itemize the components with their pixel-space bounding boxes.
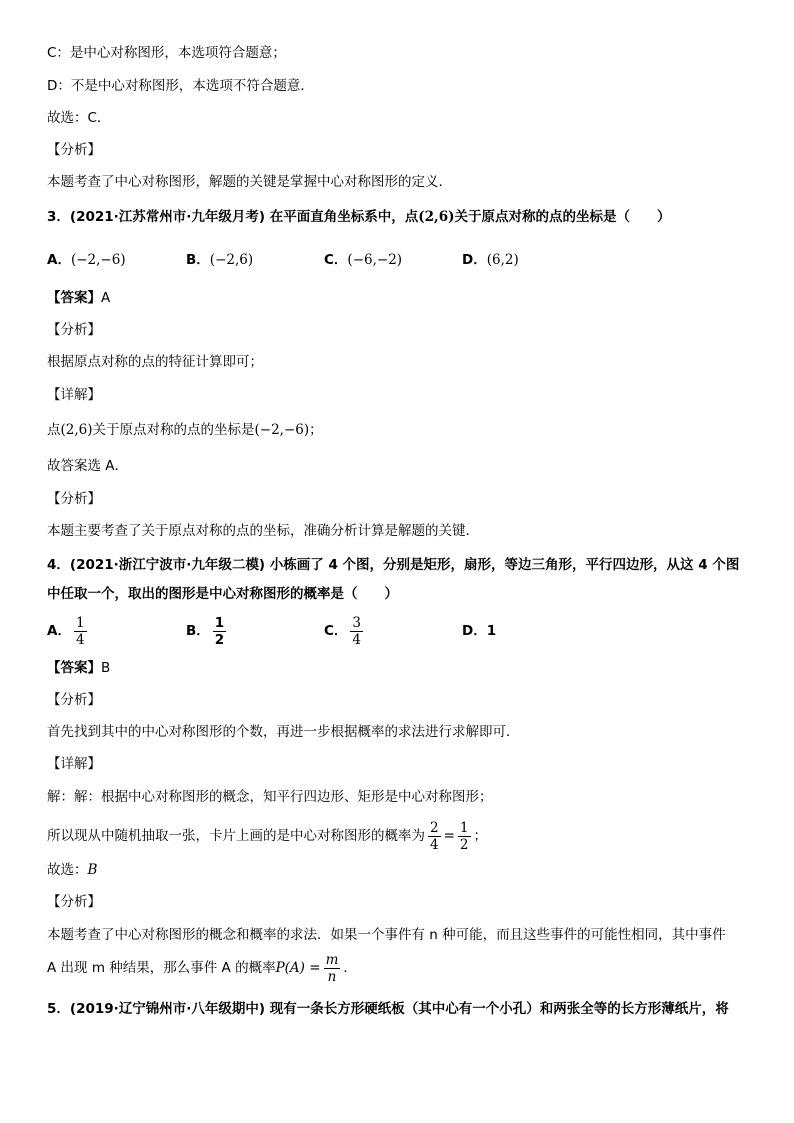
- text-span: ；: [309, 422, 323, 438]
- question-3-prefix: 3．(2021·江苏常州市·九年级月考) 在平面直角坐标系中，点: [47, 209, 419, 225]
- section-label: 【分析】: [47, 692, 101, 708]
- question-3-suffix: 关于原点对称的点的坐标是（ ）: [454, 209, 671, 225]
- option-letter: C．: [324, 252, 348, 268]
- section-label: 【分析】: [47, 894, 101, 910]
- section-label: 【分析】: [47, 322, 101, 338]
- answer-line: [47, 658, 110, 678]
- option-letter: B．: [186, 252, 210, 268]
- text-span: ．: [343, 960, 357, 976]
- fraction-numerator: 1: [214, 614, 225, 631]
- fraction-denominator: 2: [459, 836, 469, 853]
- option-value: (−2,−6): [70, 252, 126, 268]
- text-line: [47, 860, 97, 880]
- probability-formula: P(A) =: [275, 960, 321, 976]
- fraction-denominator: 4: [430, 836, 439, 853]
- fraction-numerator: m: [325, 951, 339, 968]
- fraction-numerator: 1: [459, 819, 469, 836]
- option-value: (−6,−2): [347, 252, 403, 268]
- question-4-stem-line1: 4．(2021·浙江宁波市·九年级二模) 小栋画了 4 个图，分别是矩形，扇形，等边三角形，平行四边形，从这 4 个图: [47, 557, 740, 573]
- answer-value: A: [101, 290, 111, 306]
- option-letter: A．: [47, 252, 71, 268]
- text-line: 本题考查了中心对称图形，解题的关键是掌握中心对称图形的定义．: [47, 174, 452, 190]
- fraction: [350, 615, 363, 648]
- text-span: 点: [47, 422, 61, 438]
- fraction-denominator: n: [327, 968, 337, 985]
- answer-label: 【答案】: [47, 290, 101, 306]
- fraction-numerator: 3: [352, 614, 362, 631]
- equals-sign: =: [443, 828, 455, 844]
- text-line: 本题考查了中心对称图形的概念和概率的求法．如果一个事件有 n 种可能，而且这些事件的可能性相同，其中事件: [47, 927, 726, 943]
- option-letter: D．: [462, 623, 487, 639]
- fraction: [213, 615, 226, 648]
- text-span: ；: [473, 828, 487, 844]
- text-line: 故答案选 A．: [47, 458, 129, 474]
- fraction: [324, 952, 341, 985]
- text-line: 故选：C．: [47, 110, 111, 126]
- text-span: 所以现从中随机抽取一张，卡片上画的是中心对称图形的概率为: [47, 828, 425, 844]
- option-value: (6,2): [486, 252, 519, 268]
- question-3-stem: [47, 207, 671, 227]
- option-value: 1: [486, 623, 497, 639]
- option-c: [324, 613, 366, 649]
- text-line: [47, 818, 487, 854]
- option-letter: A．: [47, 623, 71, 639]
- fraction-numerator: 2: [430, 819, 439, 836]
- option-d: [462, 613, 496, 649]
- question-4-stem-line2: 中任取一个，取出的图形是中心对称图形的概率是（ ）: [47, 586, 398, 602]
- option-letter: C．: [324, 623, 348, 639]
- option-b: [186, 613, 229, 649]
- section-label: 【详解】: [47, 756, 101, 772]
- option-d: [462, 250, 519, 270]
- option-a: [47, 613, 90, 649]
- answer-value: B: [101, 660, 111, 676]
- question-3-point: (2,6): [418, 209, 455, 225]
- option-b: [186, 250, 253, 270]
- section-label: 【详解】: [47, 387, 101, 403]
- section-label: 【分析】: [47, 142, 101, 158]
- text-span: A 出现 m 种结果，那么事件 A 的概率: [47, 960, 276, 976]
- fraction: [74, 615, 87, 648]
- text-span: 关于原点对称的点的坐标是: [92, 422, 255, 438]
- option-value: (−2,6): [209, 252, 254, 268]
- fraction: [458, 820, 471, 853]
- text-line: C：是中心对称图形，本选项符合题意；: [47, 45, 286, 61]
- text-line: 本题主要考查了关于原点对称的点的坐标，准确分析计算是解题的关键．: [47, 523, 479, 539]
- option-letter: B．: [186, 623, 210, 639]
- fraction-denominator: 4: [75, 631, 85, 648]
- question-5-stem: 5．(2019·辽宁锦州市·八年级期中) 现有一条长方形硬纸板（其中心有一个小孔）和两张全等的长方形薄纸片，将: [47, 1001, 729, 1017]
- text-line: 根据原点对称的点的特征计算即可；: [47, 354, 263, 370]
- math-point: (2,6): [60, 422, 93, 438]
- answer-letter: B: [87, 862, 98, 878]
- text-line: 首先找到其中的中心对称图形的个数，再进一步根据概率的求法进行求解即可．: [47, 724, 520, 740]
- fraction-denominator: 2: [214, 631, 225, 648]
- math-result: (−2,−6): [254, 422, 310, 438]
- text-span: 故选：: [47, 862, 88, 878]
- option-a: [47, 250, 126, 270]
- fraction: [428, 820, 441, 853]
- fraction-numerator: 1: [75, 614, 85, 631]
- answer-label: 【答案】: [47, 660, 101, 676]
- option-c: [324, 250, 402, 270]
- fraction-denominator: 4: [352, 631, 362, 648]
- text-line: D：不是中心对称图形，本选项不符合题意．: [47, 78, 314, 94]
- text-line: [47, 420, 323, 440]
- text-line: [47, 950, 357, 986]
- option-letter: D．: [462, 252, 487, 268]
- section-label: 【分析】: [47, 491, 101, 507]
- text-line: 解：解：根据中心对称图形的概念，知平行四边形、矩形是中心对称图形；: [47, 789, 493, 805]
- answer-line: [47, 288, 110, 308]
